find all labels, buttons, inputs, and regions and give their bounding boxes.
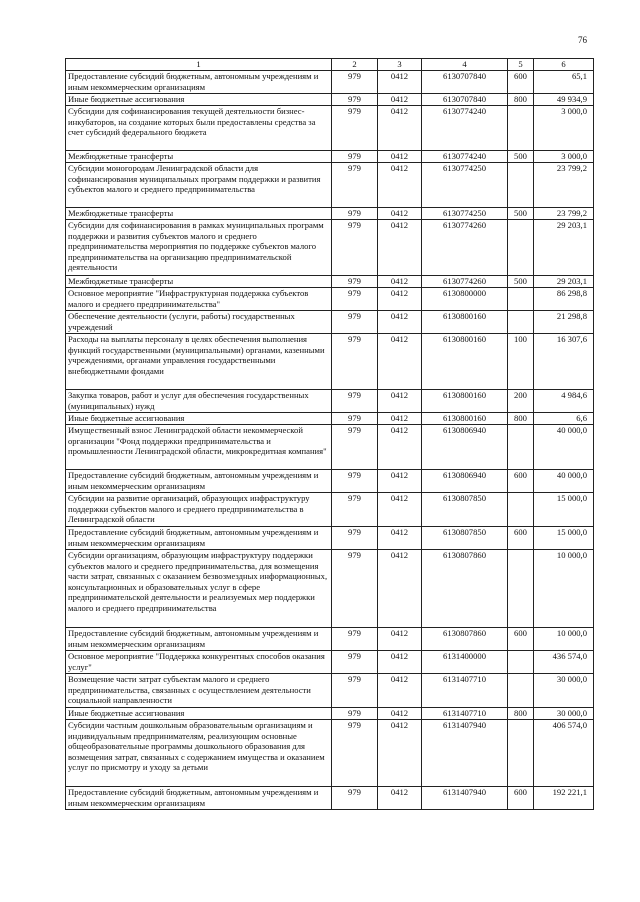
row-name: Расходы на выплаты персоналу в целях обеспечения выполнения функций государственными (муниципальными) органами, казенными учреждениями, органами управления государственными внебюджетными фондами — [66, 334, 332, 390]
ministry-code: 979 — [332, 720, 378, 787]
row-name: Имущественный взнос Ленинградской области некоммерческой организации "Фонд поддержки предпринимательства и промышленности Ленинградской области, микрокредитная компания" — [66, 425, 332, 470]
ministry-code: 979 — [332, 208, 378, 220]
expense-type-code: 500 — [508, 208, 534, 220]
section-code: 0412 — [378, 708, 422, 720]
ministry-code: 979 — [332, 628, 378, 651]
target-article-code: 6130807860 — [422, 628, 508, 651]
section-code: 0412 — [378, 425, 422, 470]
target-article-code: 6130774260 — [422, 276, 508, 288]
target-article-code: 6130774250 — [422, 208, 508, 220]
amount: 436 574,0 — [534, 651, 594, 674]
section-code: 0412 — [378, 493, 422, 527]
expense-type-code — [508, 311, 534, 334]
target-article-code: 6130800160 — [422, 334, 508, 390]
expense-type-code: 500 — [508, 276, 534, 288]
section-code: 0412 — [378, 628, 422, 651]
ministry-code: 979 — [332, 288, 378, 311]
section-code: 0412 — [378, 651, 422, 674]
table-row — [66, 787, 594, 810]
expense-type-code — [508, 674, 534, 708]
table-row — [66, 334, 594, 390]
amount: 15 000,0 — [534, 493, 594, 527]
table-row — [66, 311, 594, 334]
amount: 10 000,0 — [534, 628, 594, 651]
amount: 16 307,6 — [534, 334, 594, 390]
ministry-code: 979 — [332, 674, 378, 708]
table-row — [66, 708, 594, 720]
amount: 3 000,0 — [534, 151, 594, 163]
ministry-code: 979 — [332, 413, 378, 425]
ministry-code: 979 — [332, 493, 378, 527]
amount: 86 298,8 — [534, 288, 594, 311]
expense-type-code: 800 — [508, 708, 534, 720]
ministry-code: 979 — [332, 425, 378, 470]
table-row — [66, 674, 594, 708]
amount: 40 000,0 — [534, 425, 594, 470]
section-code: 0412 — [378, 334, 422, 390]
expense-type-code: 600 — [508, 527, 534, 550]
target-article-code: 6131407940 — [422, 720, 508, 787]
target-article-code: 6130774240 — [422, 106, 508, 151]
amount: 30 000,0 — [534, 674, 594, 708]
table-row — [66, 94, 594, 106]
page-number: 76 — [578, 35, 587, 45]
amount: 29 203,1 — [534, 220, 594, 276]
amount: 21 298,8 — [534, 311, 594, 334]
row-name: Субсидии организациям, образующим инфраструктуру поддержки субъектов малого и среднего предпринимательства, для возмещения части затрат, связанных с оказанием безвозмездных информационных, консультационных и образовательных услуг в сфере предпринимательской деятельности и реализуемых мер поддержки малого и среднего предпринимательства — [66, 550, 332, 628]
expense-type-code: 800 — [508, 413, 534, 425]
expense-type-code: 600 — [508, 628, 534, 651]
target-article-code: 6130807850 — [422, 493, 508, 527]
section-code: 0412 — [378, 220, 422, 276]
target-article-code: 6130774250 — [422, 163, 508, 208]
expense-type-code — [508, 425, 534, 470]
expense-type-code — [508, 493, 534, 527]
row-name: Субсидии для софинансирования в рамках муниципальных программ поддержки и развития субъектов малого и среднего предпринимательства мероприятия по поддержке субъектов малого предпринимательства на организацию предпринимательской деятельности — [66, 220, 332, 276]
column-number: 1 — [66, 59, 332, 71]
table-row — [66, 493, 594, 527]
row-name: Межбюджетные трансферты — [66, 208, 332, 220]
table-row — [66, 720, 594, 787]
amount: 49 934,9 — [534, 94, 594, 106]
row-name: Субсидии на развитие организаций, образующих инфраструктуру поддержки субъектов малого и среднего предпринимательства в Ленинградской области — [66, 493, 332, 527]
row-name: Основное мероприятие "Инфраструктурная поддержка субъектов малого и среднего предпринимательства" — [66, 288, 332, 311]
section-code: 0412 — [378, 106, 422, 151]
row-name: Предоставление субсидий бюджетным, автономным учреждениям и иным некоммерческим организациям — [66, 628, 332, 651]
budget-table-body — [66, 59, 594, 810]
amount: 4 984,6 — [534, 390, 594, 413]
ministry-code: 979 — [332, 311, 378, 334]
section-code: 0412 — [378, 163, 422, 208]
target-article-code: 6130800160 — [422, 413, 508, 425]
column-number: 6 — [534, 59, 594, 71]
column-number: 4 — [422, 59, 508, 71]
section-code: 0412 — [378, 787, 422, 810]
ministry-code: 979 — [332, 151, 378, 163]
row-name: Основное мероприятие "Поддержка конкурентных способов оказания услуг" — [66, 651, 332, 674]
expense-type-code — [508, 220, 534, 276]
section-code: 0412 — [378, 208, 422, 220]
amount: 10 000,0 — [534, 550, 594, 628]
budget-table — [65, 58, 594, 810]
table-row — [66, 220, 594, 276]
row-name: Предоставление субсидий бюджетным, автономным учреждениям и иным некоммерческим организациям — [66, 470, 332, 493]
ministry-code: 979 — [332, 390, 378, 413]
amount: 192 221,1 — [534, 787, 594, 810]
target-article-code: 6130800160 — [422, 311, 508, 334]
target-article-code: 6130707840 — [422, 71, 508, 94]
ministry-code: 979 — [332, 651, 378, 674]
amount: 23 799,2 — [534, 208, 594, 220]
ministry-code: 979 — [332, 163, 378, 208]
table-row — [66, 550, 594, 628]
section-code: 0412 — [378, 311, 422, 334]
table-row — [66, 470, 594, 493]
column-number: 5 — [508, 59, 534, 71]
table-row — [66, 208, 594, 220]
target-article-code: 6130807860 — [422, 550, 508, 628]
expense-type-code: 500 — [508, 151, 534, 163]
table-row — [66, 390, 594, 413]
table-row — [66, 425, 594, 470]
row-name: Закупка товаров, работ и услуг для обеспечения государственных (муниципальных) нужд — [66, 390, 332, 413]
row-name: Иные бюджетные ассигнования — [66, 708, 332, 720]
row-name: Субсидии для софинансирования текущей деятельности бизнес-инкубаторов, на создание которых были предоставлены средства за счет субсидий федерального бюджета — [66, 106, 332, 151]
section-code: 0412 — [378, 71, 422, 94]
target-article-code: 6131407710 — [422, 708, 508, 720]
amount: 15 000,0 — [534, 527, 594, 550]
amount: 29 203,1 — [534, 276, 594, 288]
table-row — [66, 276, 594, 288]
ministry-code: 979 — [332, 708, 378, 720]
expense-type-code — [508, 720, 534, 787]
expense-type-code: 600 — [508, 787, 534, 810]
expense-type-code — [508, 163, 534, 208]
target-article-code: 6130774260 — [422, 220, 508, 276]
section-code: 0412 — [378, 720, 422, 787]
row-name: Обеспечение деятельности (услуги, работы) государственных учреждений — [66, 311, 332, 334]
amount: 65,1 — [534, 71, 594, 94]
table-row — [66, 651, 594, 674]
expense-type-code — [508, 651, 534, 674]
ministry-code: 979 — [332, 94, 378, 106]
section-code: 0412 — [378, 276, 422, 288]
target-article-code: 6130707840 — [422, 94, 508, 106]
expense-type-code: 800 — [508, 94, 534, 106]
section-code: 0412 — [378, 390, 422, 413]
target-article-code: 6130806940 — [422, 470, 508, 493]
expense-type-code: 200 — [508, 390, 534, 413]
section-code: 0412 — [378, 527, 422, 550]
row-name: Субсидии частным дошкольным образовательным организациям и индивидуальным предпринимателям, реализующим основные общеобразовательные программы дошкольного образования для возмещения затрат, связанных с содержанием имущества и оказанием услуг по присмотру и уходу за детьми — [66, 720, 332, 787]
expense-type-code — [508, 106, 534, 151]
ministry-code: 979 — [332, 550, 378, 628]
row-name: Предоставление субсидий бюджетным, автономным учреждениям и иным некоммерческим организациям — [66, 527, 332, 550]
target-article-code: 6130806940 — [422, 425, 508, 470]
amount: 23 799,2 — [534, 163, 594, 208]
ministry-code: 979 — [332, 527, 378, 550]
ministry-code: 979 — [332, 220, 378, 276]
row-name: Межбюджетные трансферты — [66, 151, 332, 163]
expense-type-code — [508, 550, 534, 628]
table-row — [66, 71, 594, 94]
table-row — [66, 413, 594, 425]
amount: 406 574,0 — [534, 720, 594, 787]
target-article-code: 6130807850 — [422, 527, 508, 550]
row-name: Возмещение части затрат субъектам малого и среднего предпринимательства, связанных с осуществлением деятельности социальной направленности — [66, 674, 332, 708]
section-code: 0412 — [378, 674, 422, 708]
target-article-code: 6130774240 — [422, 151, 508, 163]
column-number-row — [66, 59, 594, 71]
table-row — [66, 163, 594, 208]
target-article-code: 6130800160 — [422, 390, 508, 413]
amount: 40 000,0 — [534, 470, 594, 493]
section-code: 0412 — [378, 470, 422, 493]
ministry-code: 979 — [332, 106, 378, 151]
row-name: Межбюджетные трансферты — [66, 276, 332, 288]
expense-type-code: 600 — [508, 71, 534, 94]
row-name: Иные бюджетные ассигнования — [66, 94, 332, 106]
column-number: 2 — [332, 59, 378, 71]
expense-type-code: 600 — [508, 470, 534, 493]
table-row — [66, 527, 594, 550]
ministry-code: 979 — [332, 276, 378, 288]
table-row — [66, 151, 594, 163]
ministry-code: 979 — [332, 334, 378, 390]
target-article-code: 6131407940 — [422, 787, 508, 810]
amount: 3 000,0 — [534, 106, 594, 151]
table-row — [66, 106, 594, 151]
row-name: Предоставление субсидий бюджетным, автономным учреждениям и иным некоммерческим организациям — [66, 787, 332, 810]
expense-type-code: 100 — [508, 334, 534, 390]
table-row — [66, 628, 594, 651]
target-article-code: 6131407710 — [422, 674, 508, 708]
column-number: 3 — [378, 59, 422, 71]
ministry-code: 979 — [332, 787, 378, 810]
amount: 6,6 — [534, 413, 594, 425]
ministry-code: 979 — [332, 470, 378, 493]
row-name: Субсидии моногородам Ленинградской области для софинансирования муниципальных программ поддержки и развития субъектов малого и среднего предпринимательства — [66, 163, 332, 208]
target-article-code: 6130800000 — [422, 288, 508, 311]
row-name: Предоставление субсидий бюджетным, автономным учреждениям и иным некоммерческим организациям — [66, 71, 332, 94]
expense-type-code — [508, 288, 534, 311]
section-code: 0412 — [378, 288, 422, 311]
section-code: 0412 — [378, 413, 422, 425]
amount: 30 000,0 — [534, 708, 594, 720]
ministry-code: 979 — [332, 71, 378, 94]
section-code: 0412 — [378, 151, 422, 163]
table-row — [66, 288, 594, 311]
target-article-code: 6131400000 — [422, 651, 508, 674]
section-code: 0412 — [378, 94, 422, 106]
section-code: 0412 — [378, 550, 422, 628]
row-name: Иные бюджетные ассигнования — [66, 413, 332, 425]
